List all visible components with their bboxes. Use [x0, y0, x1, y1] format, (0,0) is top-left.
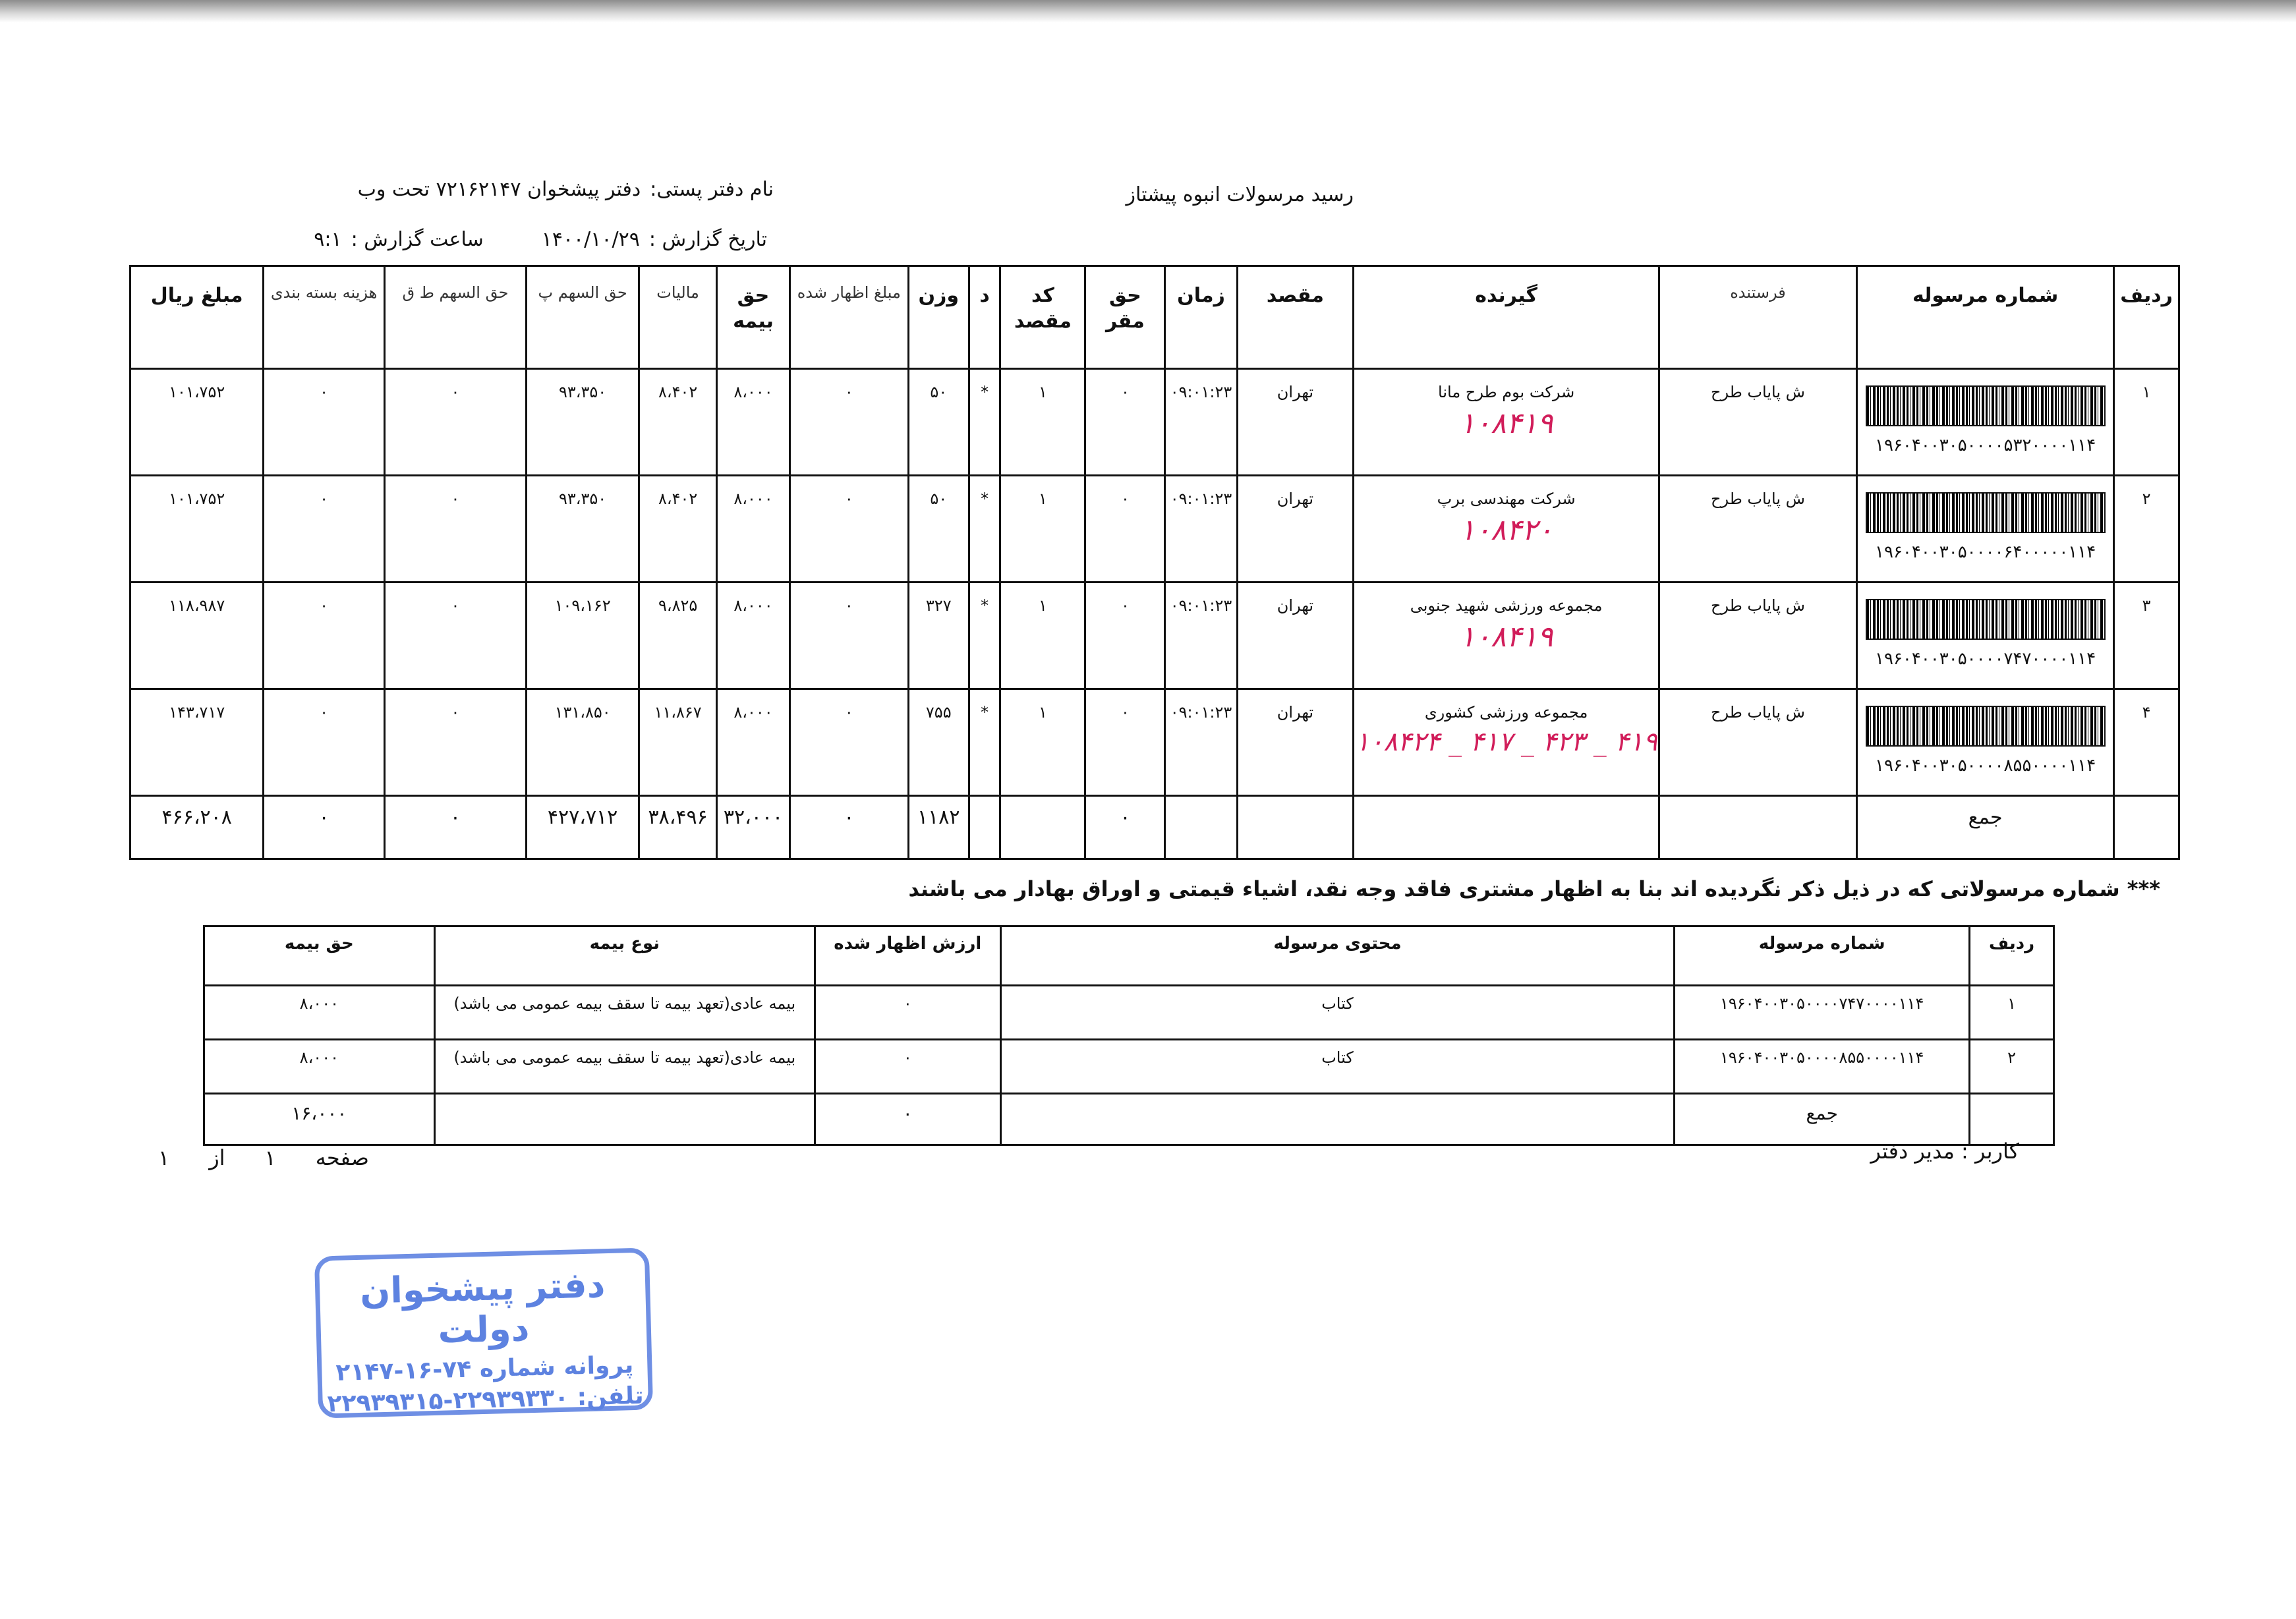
- destination: تهران: [1237, 476, 1354, 582]
- time: ۰۹:۰۱:۲۳: [1165, 369, 1237, 476]
- dest-code: ۱: [1000, 369, 1085, 476]
- col-header: هزینه بسته بندی: [264, 266, 384, 369]
- date-value: ۱۴۰۰/۱۰/۲۹: [541, 228, 640, 251]
- insurance: ۸،۰۰۰: [204, 1040, 435, 1094]
- tax: ۹،۸۲۵: [639, 582, 717, 689]
- receipt-title: رسید مرسولات انبوه پیشتاز: [1126, 183, 1354, 206]
- insurance: ۸،۰۰۰: [204, 986, 435, 1040]
- office-label: نام دفتر پستی:: [650, 178, 774, 201]
- empty-cell: [969, 796, 1000, 859]
- tracking-cell: [1857, 369, 2114, 476]
- row-index: ۲: [1970, 1040, 2054, 1094]
- col-header: ارزش اظهار شده: [815, 926, 1000, 986]
- col-header: مبلغ اظهار شده: [789, 266, 908, 369]
- empty-cell: [1165, 796, 1237, 859]
- total-insurance: ۱۶،۰۰۰: [204, 1094, 435, 1145]
- declared-value: ۰: [815, 986, 1000, 1040]
- weight: ۳۲۷: [908, 582, 969, 689]
- col-header: د: [969, 266, 1000, 369]
- total-packing: ۰: [264, 796, 384, 859]
- insurance: ۸،۰۰۰: [717, 476, 790, 582]
- col-header: محتوی مرسوله: [1000, 926, 1675, 986]
- content: کتاب: [1000, 1040, 1675, 1094]
- col-header: حق بیمه: [717, 266, 790, 369]
- total-tax: ۳۸،۴۹۶: [639, 796, 717, 859]
- empty-cell: [2114, 796, 2179, 859]
- col-header: ردیف: [1970, 926, 2054, 986]
- declared-value: ۰: [789, 582, 908, 689]
- share-tq: ۰: [384, 689, 526, 796]
- total-insurance: ۳۲،۰۰۰: [717, 796, 790, 859]
- col-header: حق مقر: [1085, 266, 1165, 369]
- barcode-icon: [1866, 599, 2106, 640]
- col-header: شماره مرسوله: [1675, 926, 1970, 986]
- time: ۰۹:۰۱:۲۳: [1165, 689, 1237, 796]
- col-header: فرستنده: [1659, 266, 1856, 369]
- row-index: ۱: [2114, 369, 2179, 476]
- col-header: مقصد: [1237, 266, 1354, 369]
- total-declared: ۰: [789, 796, 908, 859]
- page-of: از: [209, 1145, 225, 1170]
- office-line: [194, 178, 774, 201]
- time-label: ساعت گزارش :: [351, 228, 484, 251]
- insurance: ۸،۰۰۰: [717, 582, 790, 689]
- row-index: ۱: [1970, 986, 2054, 1040]
- col-header: نوع بیمه: [434, 926, 815, 986]
- valuables-note: *** شماره مرسولاتی که در ذیل ذکر نگردیده اند بنا به اظهار مشتری فاقد وجه نقد، اشیاء قیمتی و اوراق بهادار می باشند: [908, 876, 2160, 901]
- date-label: تاریخ گزارش :: [648, 228, 767, 251]
- declared-value: ۰: [789, 369, 908, 476]
- tracking-number: ۱۹۶۰۴۰۰۳۰۵۰۰۰۰۵۳۲۰۰۰۰۱۱۴: [1875, 436, 2096, 455]
- col-header: کد مقصد: [1000, 266, 1085, 369]
- amount-rial: ۱۰۱،۷۵۲: [130, 476, 264, 582]
- empty-cell: [1659, 796, 1856, 859]
- handwritten-note: ۱۰۸۴۲۴ _ ۴۱۷ _ ۴۲۳ _ ۴۱۹: [1355, 727, 1657, 757]
- col-header: حق بیمه: [204, 926, 435, 986]
- col-header: مالیات: [639, 266, 717, 369]
- sender: ش پایاب طرح: [1659, 582, 1856, 689]
- base-fee: ۰: [1085, 369, 1165, 476]
- share-tq: ۰: [384, 476, 526, 582]
- empty-cell: [1237, 796, 1354, 859]
- declared-value: ۰: [789, 689, 908, 796]
- weight: ۵۰: [908, 476, 969, 582]
- packing-cost: ۰: [264, 689, 384, 796]
- receiver: شرکت بوم طرح مانا: [1438, 383, 1575, 401]
- col-header: ردیف: [2114, 266, 2179, 369]
- insurance-type: بیمه عادی(تعهد بیمه تا سقف بیمه عمومی می باشد): [434, 1040, 815, 1094]
- table-row: [130, 582, 2179, 689]
- d-mark: *: [969, 582, 1000, 689]
- page-current: ۱: [264, 1145, 276, 1170]
- totals-row: [204, 1094, 2054, 1145]
- office-stamp: [314, 1247, 653, 1418]
- scan-edge: [0, 0, 2296, 22]
- table-header-row: [204, 926, 2054, 986]
- receiver-cell: [1354, 369, 1659, 476]
- receiver: مجموعه ورزشی شهید جنوبی: [1410, 596, 1603, 615]
- sender: ش پایاب طرح: [1659, 369, 1856, 476]
- table-row: [204, 1040, 2054, 1094]
- empty-cell: [434, 1094, 815, 1145]
- col-header: مبلغ ریال: [130, 266, 264, 369]
- amount-rial: ۱۴۳،۷۱۷: [130, 689, 264, 796]
- time-value: ۹:۱: [314, 228, 342, 251]
- d-mark: *: [969, 689, 1000, 796]
- table-row: [130, 689, 2179, 796]
- totals-label: جمع: [1857, 796, 2114, 859]
- tracking-number: ۱۹۶۰۴۰۰۳۰۵۰۰۰۰۶۴۰۰۰۰۰۱۱۴: [1875, 542, 2096, 562]
- row-index: ۴: [2114, 689, 2179, 796]
- barcode-icon: [1866, 706, 2106, 747]
- total-declared: ۰: [815, 1094, 1000, 1145]
- insurance-type: بیمه عادی(تعهد بیمه تا سقف بیمه عمومی می باشد): [434, 986, 815, 1040]
- table-row: [130, 369, 2179, 476]
- row-index: ۲: [2114, 476, 2179, 582]
- packing-cost: ۰: [264, 476, 384, 582]
- tracking-cell: [1857, 476, 2114, 582]
- d-mark: *: [969, 476, 1000, 582]
- base-fee: ۰: [1085, 689, 1165, 796]
- share-p: ۹۳،۳۵۰: [527, 476, 639, 582]
- stamp-line: تلفن: ۲۲۹۳۹۳۳۰-۲۲۹۳۹۳۱۵: [327, 1382, 645, 1418]
- total-share-tq: ۰: [384, 796, 526, 859]
- weight: ۷۵۵: [908, 689, 969, 796]
- weight: ۵۰: [908, 369, 969, 476]
- base-fee: ۰: [1085, 476, 1165, 582]
- stamp-line: دفتر پیشخوان دولت: [359, 1264, 606, 1351]
- tracking-cell: [1857, 689, 2114, 796]
- insured-items-table: [203, 925, 2055, 1146]
- dest-code: ۱: [1000, 689, 1085, 796]
- sender: ش پایاب طرح: [1659, 476, 1856, 582]
- shipments-table: [129, 265, 2180, 860]
- table-row: [204, 986, 2054, 1040]
- total-share-p: ۴۲۷،۷۱۲: [527, 796, 639, 859]
- tax: ۱۱،۸۶۷: [639, 689, 717, 796]
- receiver: مجموعه ورزشی کشوری: [1424, 703, 1588, 722]
- receiver-cell: [1354, 689, 1659, 796]
- office-value: دفتر پیشخوان ۷۲۱۶۲۱۴۷ تحت وب: [357, 178, 641, 201]
- empty-cell: [1354, 796, 1659, 859]
- destination: تهران: [1237, 582, 1354, 689]
- packing-cost: ۰: [264, 582, 384, 689]
- sender: ش پایاب طرح: [1659, 689, 1856, 796]
- user-label: کاربر : مدیر دفتر: [1870, 1139, 2019, 1164]
- row-index: ۳: [2114, 582, 2179, 689]
- col-header: وزن: [908, 266, 969, 369]
- empty-cell: [1970, 1094, 2054, 1145]
- barcode-icon: [1866, 492, 2106, 533]
- handwritten-note: ۱۰۸۴۲۰: [1459, 513, 1553, 547]
- page-total: ۱: [158, 1145, 170, 1170]
- insurance: ۸،۰۰۰: [717, 689, 790, 796]
- share-p: ۹۳،۳۵۰: [527, 369, 639, 476]
- total-base-fee: ۰: [1085, 796, 1165, 859]
- dest-code: ۱: [1000, 582, 1085, 689]
- destination: تهران: [1237, 689, 1354, 796]
- col-header: زمان: [1165, 266, 1237, 369]
- col-header: حق السهم پ: [527, 266, 639, 369]
- time: ۰۹:۰۱:۲۳: [1165, 476, 1237, 582]
- d-mark: *: [969, 369, 1000, 476]
- totals-row: [130, 796, 2179, 859]
- tax: ۸،۴۰۲: [639, 369, 717, 476]
- dest-code: ۱: [1000, 476, 1085, 582]
- page-indicator: [158, 1145, 369, 1170]
- col-header: گیرنده: [1354, 266, 1659, 369]
- handwritten-note: ۱۰۸۴۱۹: [1459, 620, 1553, 654]
- stamp-line: پروانه شماره ۷۴-۱۶-۲۱۴۷: [335, 1351, 634, 1386]
- declared-value: ۰: [789, 476, 908, 582]
- col-header: شماره مرسوله: [1857, 266, 2114, 369]
- total-weight: ۱۱۸۲: [908, 796, 969, 859]
- share-p: ۱۳۱،۸۵۰: [527, 689, 639, 796]
- tracking-number: ۱۹۶۰۴۰۰۳۰۵۰۰۰۰۷۴۷۰۰۰۰۱۱۴: [1675, 986, 1970, 1040]
- insurance: ۸،۰۰۰: [717, 369, 790, 476]
- receiver-cell: [1354, 476, 1659, 582]
- tracking-number: ۱۹۶۰۴۰۰۳۰۵۰۰۰۰۸۵۵۰۰۰۰۱۱۴: [1875, 756, 2096, 776]
- share-p: ۱۰۹،۱۶۲: [527, 582, 639, 689]
- handwritten-note: ۱۰۸۴۱۹: [1459, 407, 1553, 440]
- report-date-line: [187, 228, 767, 251]
- table-row: [130, 476, 2179, 582]
- empty-cell: [1000, 1094, 1675, 1145]
- packing-cost: ۰: [264, 369, 384, 476]
- content: کتاب: [1000, 986, 1675, 1040]
- share-tq: ۰: [384, 369, 526, 476]
- base-fee: ۰: [1085, 582, 1165, 689]
- amount-rial: ۱۱۸،۹۸۷: [130, 582, 264, 689]
- tracking-number: ۱۹۶۰۴۰۰۳۰۵۰۰۰۰۷۴۷۰۰۰۰۱۱۴: [1875, 649, 2096, 669]
- table-header-row: [130, 266, 2179, 369]
- tracking-cell: [1857, 582, 2114, 689]
- tracking-number: ۱۹۶۰۴۰۰۳۰۵۰۰۰۰۸۵۵۰۰۰۰۱۱۴: [1675, 1040, 1970, 1094]
- receiver: شرکت مهندسی برپ: [1437, 490, 1576, 508]
- total-amount: ۴۶۶،۲۰۸: [130, 796, 264, 859]
- barcode-icon: [1866, 385, 2106, 426]
- totals-label: جمع: [1675, 1094, 1970, 1145]
- time: ۰۹:۰۱:۲۳: [1165, 582, 1237, 689]
- destination: تهران: [1237, 369, 1354, 476]
- amount-rial: ۱۰۱،۷۵۲: [130, 369, 264, 476]
- declared-value: ۰: [815, 1040, 1000, 1094]
- receiver-cell: [1354, 582, 1659, 689]
- share-tq: ۰: [384, 582, 526, 689]
- empty-cell: [1000, 796, 1085, 859]
- page-label: صفحه: [315, 1145, 369, 1170]
- col-header: حق السهم ط ق: [384, 266, 526, 369]
- tax: ۸،۴۰۲: [639, 476, 717, 582]
